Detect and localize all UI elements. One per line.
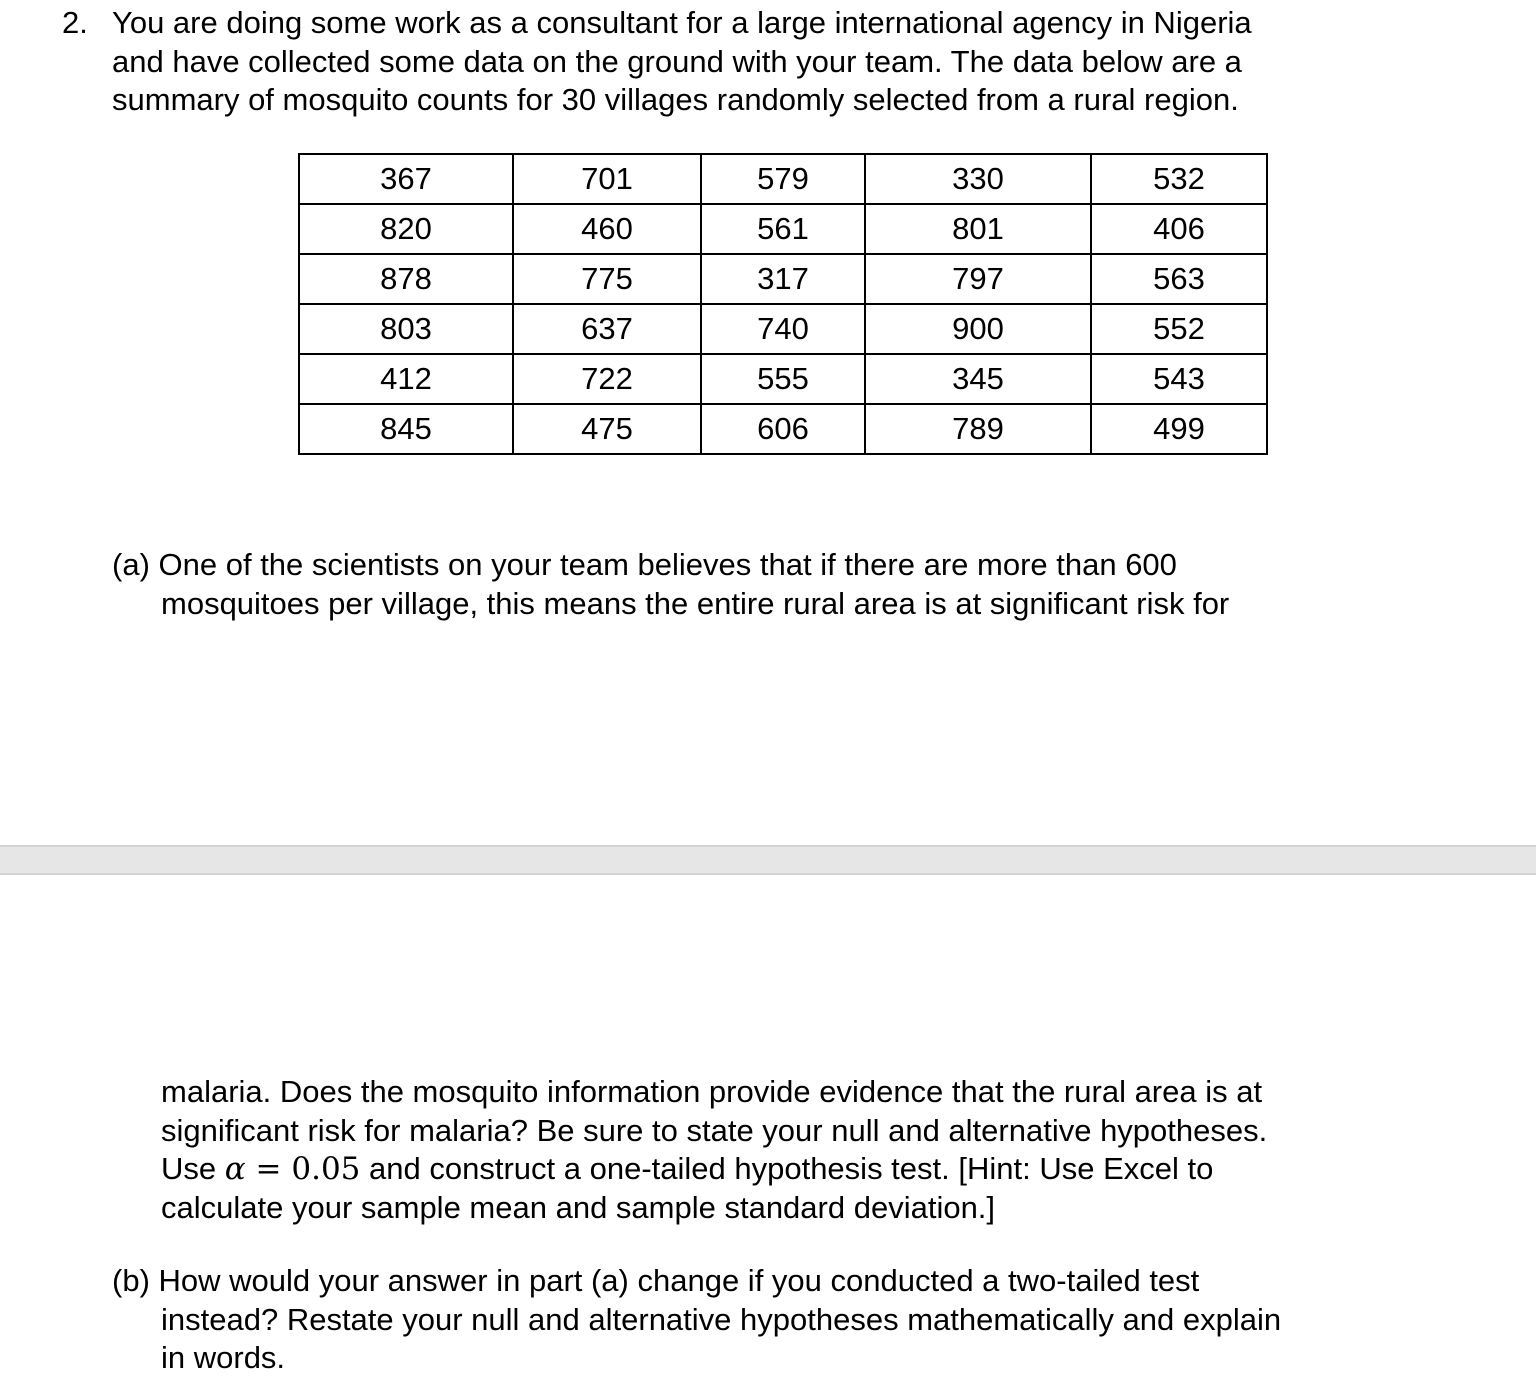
table-cell: 803	[299, 304, 513, 354]
part-b-line: in words.	[161, 1340, 286, 1375]
table-cell: 740	[701, 304, 865, 354]
part-b-label: (b)	[112, 1263, 150, 1298]
part-a-line: mosquitoes per village, this means the entire rural area is at significant risk for	[161, 585, 1230, 621]
table-cell: 820	[299, 204, 513, 254]
alpha-equals: =	[245, 1151, 292, 1187]
table-cell: 561	[701, 204, 865, 254]
part-a-line: One of the scientists on your team believes that if there are more than 600	[158, 547, 1177, 582]
table-row	[299, 204, 1267, 254]
table-cell: 406	[1091, 204, 1267, 254]
part-b-line: How would your answer in part (a) change if you conducted a two-tailed test	[158, 1263, 1200, 1298]
table-row	[299, 354, 1267, 404]
table-cell: 701	[513, 154, 701, 204]
table-cell: 845	[299, 404, 513, 454]
mosquito-count-table	[298, 153, 1268, 455]
table-cell: 367	[299, 154, 513, 204]
part-a-continuation	[161, 1073, 1267, 1227]
table-cell: 801	[865, 204, 1091, 254]
table-cell: 797	[865, 254, 1091, 304]
table-cell: 555	[701, 354, 865, 404]
part-a-line: calculate your sample mean and sample standard deviation.]	[161, 1189, 996, 1225]
alpha-line	[161, 1150, 1267, 1189]
intro-line: You are doing some work as a consultant for a large international agency in Nigeria	[112, 5, 1252, 40]
page-break-divider	[0, 845, 1536, 875]
table-cell: 563	[1091, 254, 1267, 304]
alpha-suffix: and construct a one-tailed hypothesis test. [Hint: Use Excel to	[360, 1151, 1214, 1186]
table-cell: 579	[701, 154, 865, 204]
part-a-label: (a)	[112, 547, 150, 582]
part-b-question	[112, 1262, 1281, 1378]
table-cell: 900	[865, 304, 1091, 354]
table-cell: 552	[1091, 304, 1267, 354]
table-cell: 637	[513, 304, 701, 354]
part-b-line: instead? Restate your null and alternative hypotheses mathematically and explain	[161, 1301, 1282, 1337]
table-cell: 475	[513, 404, 701, 454]
part-a-question	[112, 546, 1229, 623]
table-row	[299, 254, 1267, 304]
alpha-value: 0.05	[291, 1151, 361, 1187]
intro-line: and have collected some data on the ground with your team. The data below are a	[112, 43, 1242, 79]
table-cell: 878	[299, 254, 513, 304]
table-row	[299, 154, 1267, 204]
table-cell: 722	[513, 354, 701, 404]
table-cell: 532	[1091, 154, 1267, 204]
alpha-prefix: Use	[161, 1151, 225, 1186]
question-intro	[112, 4, 1252, 120]
intro-line: summary of mosquito counts for 30 villages randomly selected from a rural region.	[112, 82, 1239, 117]
table-cell: 460	[513, 204, 701, 254]
table-cell: 606	[701, 404, 865, 454]
table-cell: 499	[1091, 404, 1267, 454]
table-cell: 317	[701, 254, 865, 304]
table-cell: 789	[865, 404, 1091, 454]
table-cell: 345	[865, 354, 1091, 404]
table-cell: 412	[299, 354, 513, 404]
table-cell: 775	[513, 254, 701, 304]
table-row	[299, 404, 1267, 454]
question-number: 2.	[62, 5, 88, 40]
table-cell: 543	[1091, 354, 1267, 404]
table-row	[299, 304, 1267, 354]
part-a-line: significant risk for malaria? Be sure to state your null and alternative hypotheses.	[161, 1112, 1268, 1148]
alpha-symbol: α	[224, 1151, 246, 1187]
table-cell: 330	[865, 154, 1091, 204]
part-a-line: malaria. Does the mosquito information provide evidence that the rural area is at	[161, 1074, 1263, 1109]
